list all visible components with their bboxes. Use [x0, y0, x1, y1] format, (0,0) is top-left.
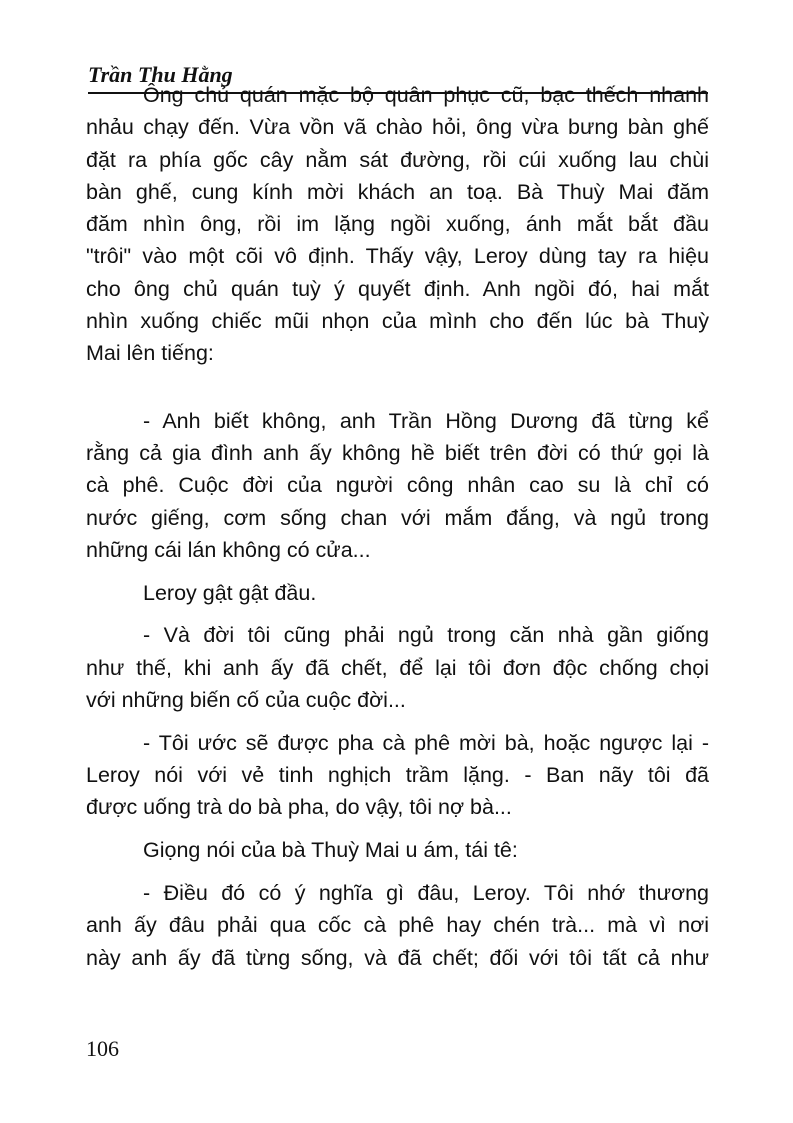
paragraph [86, 727, 709, 824]
text-line: Giọng nói của bà Thuỳ Mai u ám, tái tê: [143, 838, 518, 863]
text-line: Mai lên tiếng: [86, 341, 214, 366]
text-line: cho ông chủ quán tuỳ ý quyết định. Anh ngồi đó, hai mắt [86, 276, 709, 301]
paragraph [86, 577, 709, 609]
paragraph [86, 79, 709, 370]
text-line: nhìn xuống chiếc mũi nhọn của mình cho đến lúc bà Thuỳ [86, 309, 709, 334]
text-line: "trôi" vào một cõi vô định. Thấy vậy, Leroy dùng tay ra hiệu [86, 244, 709, 269]
text-line: này anh ấy đã từng sống, và đã chết; đối với tôi tất cả như [86, 945, 709, 970]
text-line: như thế, khi anh ấy đã chết, để lại tôi đơn độc chống chọi [86, 655, 709, 680]
text-line: được uống trà do bà pha, do vậy, tôi nợ bà... [86, 795, 512, 820]
header-author: Trần Thu Hằng [88, 62, 233, 87]
text-line: Leroy gật gật đầu. [143, 580, 317, 605]
text-line: Ông chủ quán mặc bộ quân phục cũ, bạc thếch nhanh [143, 83, 709, 107]
text-line: nhảu chạy đến. Vừa vồn vã chào hỏi, ông vừa bưng bàn ghế [86, 115, 709, 140]
paragraph [86, 619, 709, 716]
paragraph [86, 405, 709, 566]
text-line: đặt ra phía gốc cây nằm sát đường, rồi cúi xuống lau chùi [86, 147, 709, 172]
text-line: nước giếng, cơm sống chan với mắm đắng, và ngủ trong [86, 505, 709, 530]
text-line: những cái lán không có cửa... [86, 537, 371, 562]
text-line: rằng cả gia đình anh ấy không hề biết trên đời có thứ gọi là [86, 440, 709, 465]
paragraph [86, 834, 709, 866]
text-line: đăm nhìn ông, rồi im lặng ngồi xuống, ánh mắt bắt đầu [86, 212, 709, 237]
text-line: với những biến cố của cuộc đời... [86, 688, 406, 713]
text-line: - Và đời tôi cũng phải ngủ trong căn nhà gần giống [143, 623, 709, 648]
text-line: anh ấy đâu phải qua cốc cà phê hay chén trà... mà vì nơi [86, 913, 709, 938]
text-line: - Tôi ước sẽ được pha cà phê mời bà, hoặc ngược lại - [143, 730, 709, 755]
text-line: - Anh biết không, anh Trần Hồng Dương đã từng kể [143, 408, 709, 433]
text-line: bàn ghế, cung kính mời khách an toạ. Bà Thuỳ Mai đăm [86, 179, 709, 204]
text-line: cà phê. Cuộc đời của người công nhân cao su là chỉ có [86, 473, 709, 498]
text-line: - Điều đó có ý nghĩa gì đâu, Leroy. Tôi nhớ thương [143, 881, 709, 906]
page-number: 106 [86, 1036, 119, 1061]
text-line: Leroy nói với vẻ tinh nghịch trầm lặng. - Ban nãy tôi đã [86, 763, 709, 788]
page-body [86, 79, 709, 974]
paragraph [86, 877, 709, 974]
